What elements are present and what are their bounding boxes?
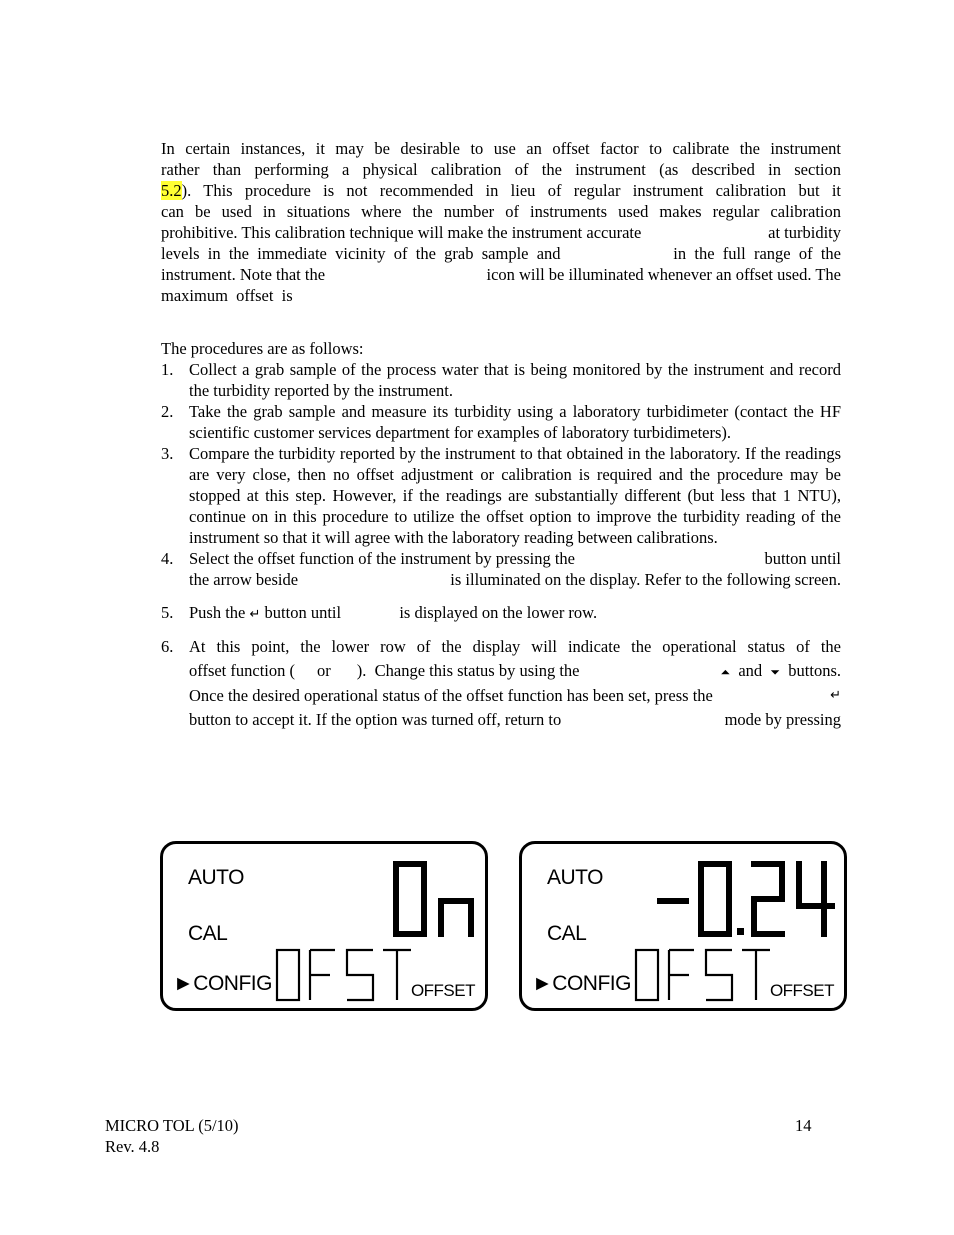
step-text: Collect a grab sample of the process water that is being monitored by the instrument and record the turbidity reported by the instrument.	[189, 360, 841, 400]
offset-indicator: OFFSET	[769, 981, 834, 1000]
para-text: In certain instances, it may be desirable to use an offset factor to calibrate the instrument	[161, 139, 841, 158]
step-text: At this point, the lower row of the display will indicate the operational status of the	[189, 637, 841, 656]
para-text: prohibitive. This calibration technique will make the instrument accurate	[161, 223, 642, 242]
para-text: at turbidity	[768, 223, 841, 242]
para-text: maximum offset is	[161, 286, 293, 305]
step-text: button until	[764, 549, 841, 568]
cal-indicator: CAL	[188, 922, 228, 945]
step-line	[189, 548, 841, 569]
config-label: CONFIG	[193, 972, 272, 995]
step-text: the arrow beside	[189, 570, 299, 589]
procedures-intro: The procedures are as follows:	[161, 339, 364, 358]
step-text: ). Change this status by using the	[356, 661, 580, 680]
config-label: CONFIG	[552, 972, 631, 995]
step-line	[189, 684, 841, 708]
config-indicator	[532, 972, 631, 996]
para-text: rather than performing a physical calibration of the instrument (as described in section	[161, 160, 841, 179]
step-line	[189, 635, 841, 659]
lcd-display-value	[519, 841, 847, 1011]
step-text: is displayed on the lower row.	[399, 603, 598, 622]
config-arrow-icon: ►	[532, 972, 553, 995]
para-line	[161, 222, 841, 243]
list-item	[161, 635, 841, 732]
procedures-section	[161, 338, 841, 732]
para-text: levels in the immediate vicinity of the grab sample and	[161, 244, 561, 263]
auto-indicator: AUTO	[547, 866, 603, 889]
step-number: 5.	[161, 603, 174, 622]
list-item	[161, 401, 841, 443]
up-arrow-icon: ⏶	[720, 665, 731, 679]
step-text: offset function (	[189, 661, 296, 680]
step-number: 3.	[161, 444, 174, 463]
offset-intro-paragraph	[161, 138, 841, 306]
page-number: 14	[795, 1116, 812, 1135]
config-indicator	[173, 972, 272, 996]
step-text-group	[720, 659, 841, 684]
list-item	[161, 443, 841, 548]
list-item	[161, 359, 841, 401]
step-text: button to accept it. If the option was turned off, return to	[189, 710, 562, 729]
step-text: Compare the turbidity reported by the instrument to that obtained in the laboratory. If the readings are very close, then no offset adjustment or calibration is required and the procedure may be stopped at this step. However, if the readings are substantially different (but less that 1 NTU), continue on in this procedure to utilize the offset option to improve the turbidity reading of the instrument so that it will agree with the laboratory reading between calibrations.	[189, 444, 841, 547]
para-text: in the full range of the	[673, 244, 841, 263]
step-number: 2.	[161, 402, 174, 421]
step-number: 6.	[161, 637, 174, 656]
decimal-point	[737, 928, 744, 935]
para-line	[161, 264, 841, 285]
offset-indicator: OFFSET	[410, 981, 475, 1000]
footer-revision: Rev. 4.8	[105, 1137, 160, 1156]
step-text: is illuminated on the display. Refer to the following screen.	[450, 570, 841, 589]
top-seven-segment-on	[391, 861, 491, 941]
para-line	[161, 201, 841, 222]
step-text: or	[317, 661, 331, 680]
step-text: Select the offset function of the instrument by pressing the	[189, 549, 575, 568]
step-text-group	[189, 659, 580, 684]
top-seven-segment-offset-value	[654, 861, 844, 941]
step-text: buttons.	[788, 661, 841, 680]
para-text: ). This procedure is not recommended in lieu of regular instrument calibration but it	[181, 181, 841, 200]
step-text: and	[738, 661, 763, 680]
enter-key-icon: ↵	[249, 607, 261, 622]
bottom-seven-segment-ofst	[634, 948, 774, 1003]
step-text: Take the grab sample and measure its turbidity using a laboratory turbidimeter (contact the HF scientific customer services department for examples of laboratory turbidimeters).	[189, 402, 841, 442]
procedure-list	[161, 359, 841, 732]
step-text: button until	[264, 603, 342, 622]
step-text: Push the	[189, 603, 246, 622]
para-text: can be used in situations where the number of instruments used makes regular calibration	[161, 202, 841, 221]
para-text: instrument. Note that the	[161, 265, 326, 284]
step-line	[189, 659, 841, 684]
enter-key-icon: ↵	[830, 688, 841, 703]
down-arrow-icon: ⏷	[770, 665, 781, 679]
step-line	[189, 708, 841, 732]
step-text: Once the desired operational status of the offset function has been set, press the	[189, 686, 713, 705]
section-link[interactable]: 5.2	[161, 181, 182, 200]
para-line	[161, 243, 841, 264]
footer-left	[105, 1115, 239, 1157]
footer-doc-title: MICRO TOL (5/10)	[105, 1116, 239, 1135]
lcd-display-status	[160, 841, 488, 1011]
para-text: icon will be illuminated whenever an offset used. The	[486, 265, 841, 284]
step-text: mode by pressing	[724, 710, 841, 729]
para-line	[161, 159, 841, 180]
config-arrow-icon: ►	[173, 972, 194, 995]
cal-indicator: CAL	[547, 922, 587, 945]
bottom-seven-segment-ofst	[275, 948, 415, 1003]
para-line	[161, 180, 841, 201]
list-item	[161, 602, 841, 625]
list-item	[161, 548, 841, 590]
step-number: 4.	[161, 549, 174, 568]
step-number: 1.	[161, 360, 174, 379]
para-line	[161, 138, 841, 159]
auto-indicator: AUTO	[188, 866, 244, 889]
para-line	[161, 285, 841, 306]
step-line	[189, 569, 841, 590]
